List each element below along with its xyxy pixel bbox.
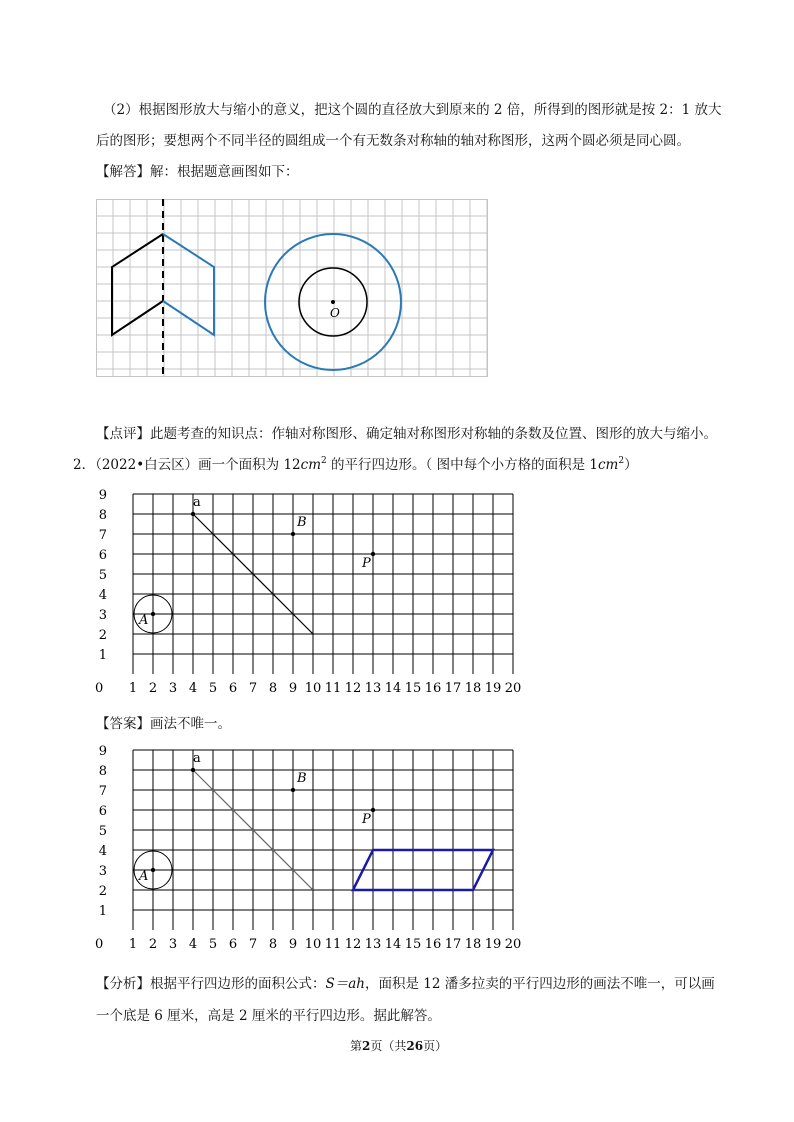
x-tick-label: 13: [364, 681, 382, 696]
unit-cm: cm: [300, 457, 322, 473]
comment-line: 【点评】此题考查的知识点：作轴对称图形、确定轴对称图形对称轴的条数及位置、图形的放大与缩小。: [96, 426, 717, 442]
x-tick-label: 14: [384, 937, 402, 952]
y-tick-label: 4: [98, 844, 107, 859]
center-point: [331, 300, 335, 304]
question-2: [73, 455, 638, 475]
x-tick-label: 7: [248, 937, 258, 952]
x-tick-label: 19: [484, 681, 502, 696]
y-tick-label: 3: [98, 864, 107, 879]
y-tick-label: 7: [98, 784, 107, 799]
point-a: [191, 768, 195, 772]
unit-cm-2: cm: [597, 457, 619, 473]
x-tick-label: 12: [344, 937, 362, 952]
x-tick-label: 2: [148, 681, 158, 696]
analysis-line-2: 后的图形；要想两个不同半径的圆组成一个有无数条对称轴的轴对称图形，这两个圆必须是同心圆。: [96, 133, 690, 149]
area-formula: S＝ah: [325, 976, 365, 992]
x-tick-label: 15: [404, 681, 422, 696]
point-label-a: a: [193, 751, 201, 766]
x-tick-label: 3: [168, 681, 178, 696]
x-tick-label: 2: [148, 937, 158, 952]
footer-c: 页）: [423, 1039, 448, 1053]
x-tick-label: 16: [424, 937, 442, 952]
x-tick-label: 13: [364, 937, 382, 952]
x-tick-label: 18: [464, 937, 482, 952]
x-tick-label: 4: [188, 937, 198, 952]
x-tick-label: 10: [304, 681, 322, 696]
y-tick-label: 7: [98, 528, 107, 543]
x-tick-label: 1: [128, 937, 138, 952]
x-tick-label: 14: [384, 681, 402, 696]
footer-a: 第: [350, 1039, 363, 1053]
point-B: [291, 788, 295, 792]
x-tick-label: 15: [404, 937, 422, 952]
y-tick-label: 1: [98, 648, 107, 663]
question-suffix: ）: [624, 457, 638, 473]
x-tick-label: 10: [304, 937, 322, 952]
point-label-P: P: [362, 556, 371, 571]
point-label-A: A: [139, 613, 149, 628]
y-tick-label: 4: [98, 588, 107, 603]
x-tick-label: 4: [188, 681, 198, 696]
x-tick-label: 11: [324, 681, 342, 696]
point-P: [371, 552, 375, 556]
x-tick-label: 0: [95, 681, 104, 696]
point-label-P: P: [362, 812, 371, 827]
y-tick-label: 9: [98, 488, 107, 503]
x-tick-label: 5: [208, 937, 218, 952]
question-prefix: 2．（2022•白云区）画一个面积为 12: [73, 457, 301, 473]
x-tick-label: 17: [444, 937, 462, 952]
analysis-2-line-2: 一个底是 6 厘米，高是 2 厘米的平行四边形。据此解答。: [96, 1008, 441, 1024]
x-tick-label: 16: [424, 681, 442, 696]
point-A: [151, 868, 155, 872]
y-tick-label: 8: [98, 764, 107, 779]
x-tick-label: 20: [504, 937, 522, 952]
question-grid: [86, 486, 536, 706]
analysis-2-b: ，面积是 12 潘多拉卖的平行四边形的画法不唯一，可以画: [365, 976, 715, 992]
question-mid: 的平行四边形。（ 图中每个小方格的面积是 1: [326, 457, 598, 473]
footer-b: 页（共: [370, 1039, 407, 1053]
y-tick-label: 9: [98, 744, 107, 759]
center-label: O: [330, 306, 340, 320]
point-B: [291, 532, 295, 536]
x-tick-label: 20: [504, 681, 522, 696]
point-A: [151, 612, 155, 616]
y-tick-label: 6: [98, 548, 107, 563]
x-tick-label: 12: [344, 681, 362, 696]
x-tick-label: 17: [444, 681, 462, 696]
unit-exponent: 2: [321, 456, 327, 466]
x-tick-label: 7: [248, 681, 258, 696]
x-tick-label: 19: [484, 937, 502, 952]
analysis-line-1: （2）根据图形放大与缩小的意义，把这个圆的直径放大到原来的 2 倍，所得到的图形就是按 2：1 放大: [103, 102, 722, 118]
y-tick-label: 6: [98, 804, 107, 819]
point-label-B: B: [297, 515, 307, 530]
x-tick-label: 0: [95, 937, 104, 952]
y-tick-label: 5: [98, 824, 107, 839]
y-tick-label: 3: [98, 608, 107, 623]
symmetry-figure: [96, 199, 488, 377]
x-tick-label: 3: [168, 937, 178, 952]
x-tick-label: 6: [228, 937, 238, 952]
x-tick-label: 18: [464, 681, 482, 696]
x-tick-label: 9: [288, 937, 298, 952]
x-tick-label: 8: [268, 681, 278, 696]
x-tick-label: 11: [324, 937, 342, 952]
x-tick-label: 1: [128, 681, 138, 696]
x-tick-label: 5: [208, 681, 218, 696]
analysis-2-line: [96, 974, 715, 994]
y-tick-label: 1: [98, 904, 107, 919]
point-label-B: B: [297, 771, 307, 786]
point-P: [371, 808, 375, 812]
page-footer: [350, 1036, 447, 1056]
answer-line: 【答案】画法不唯一。: [96, 716, 231, 732]
footer-total: 26: [406, 1039, 424, 1053]
x-tick-label: 8: [268, 937, 278, 952]
y-tick-label: 2: [98, 884, 107, 899]
answer-grid: [86, 742, 536, 962]
point-label-a: a: [193, 495, 201, 510]
analysis-2-a: 【分析】根据平行四边形的面积公式：: [96, 976, 326, 992]
y-tick-label: 5: [98, 568, 107, 583]
point-label-A: A: [139, 869, 149, 884]
x-tick-label: 6: [228, 681, 238, 696]
footer-page: 2: [362, 1039, 371, 1053]
point-a: [191, 512, 195, 516]
x-tick-label: 9: [288, 681, 298, 696]
y-tick-label: 2: [98, 628, 107, 643]
y-tick-label: 8: [98, 508, 107, 523]
unit-exponent-2: 2: [618, 456, 625, 466]
solution-heading: 【解答】解：根据题意画图如下：: [96, 164, 299, 180]
